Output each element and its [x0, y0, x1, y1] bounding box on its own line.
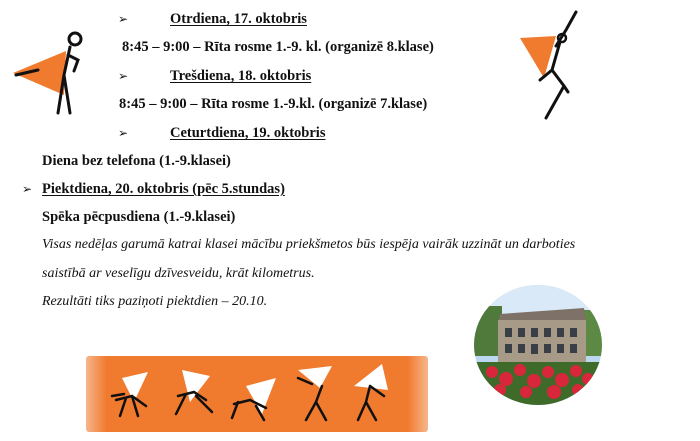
right-figure-icon [516, 8, 586, 128]
day3-text: Diena bez telefona (1.-9.klasei) [42, 153, 231, 169]
day3-title: Ceturtdiena, 19. oktobris [170, 125, 326, 141]
bullet-day4: ➢ [22, 182, 33, 196]
left-figure-icon [8, 25, 83, 120]
day4-text: Spēka pēcpusdiena (1.-9.klasei) [42, 209, 236, 225]
note-line1: Visas nedēļas garumā katrai klasei mācību priekšmetos būs iespēja vairāk uzzināt un darboties [42, 237, 576, 252]
day2-title: Trešdiena, 18. oktobris [170, 68, 312, 84]
day4-title: Piektdiena, 20. oktobris (pēc 5.stundas) [42, 181, 285, 197]
note-line3: Rezultāti tiks paziņoti piektdien – 20.10. [42, 294, 268, 309]
note-line2: saistībā ar veselīgu dzīvesveidu, krāt kilometrus. [42, 266, 315, 281]
day1-text: 8:45 – 9:00 – Rīta rosme 1.-9. kl. (organizē 8.klase) [122, 39, 434, 55]
day2-text: 8:45 – 9:00 – Rīta rosme 1.-9.kl. (organizē 7.klase) [119, 96, 428, 112]
school-photo [472, 284, 604, 406]
bullet-day2: ➢ [118, 69, 129, 83]
bullet-day3: ➢ [118, 126, 129, 140]
day1-title: Otrdiena, 17. oktobris [170, 11, 307, 27]
exercise-banner [86, 356, 428, 432]
bullet-day1: ➢ [118, 12, 129, 26]
